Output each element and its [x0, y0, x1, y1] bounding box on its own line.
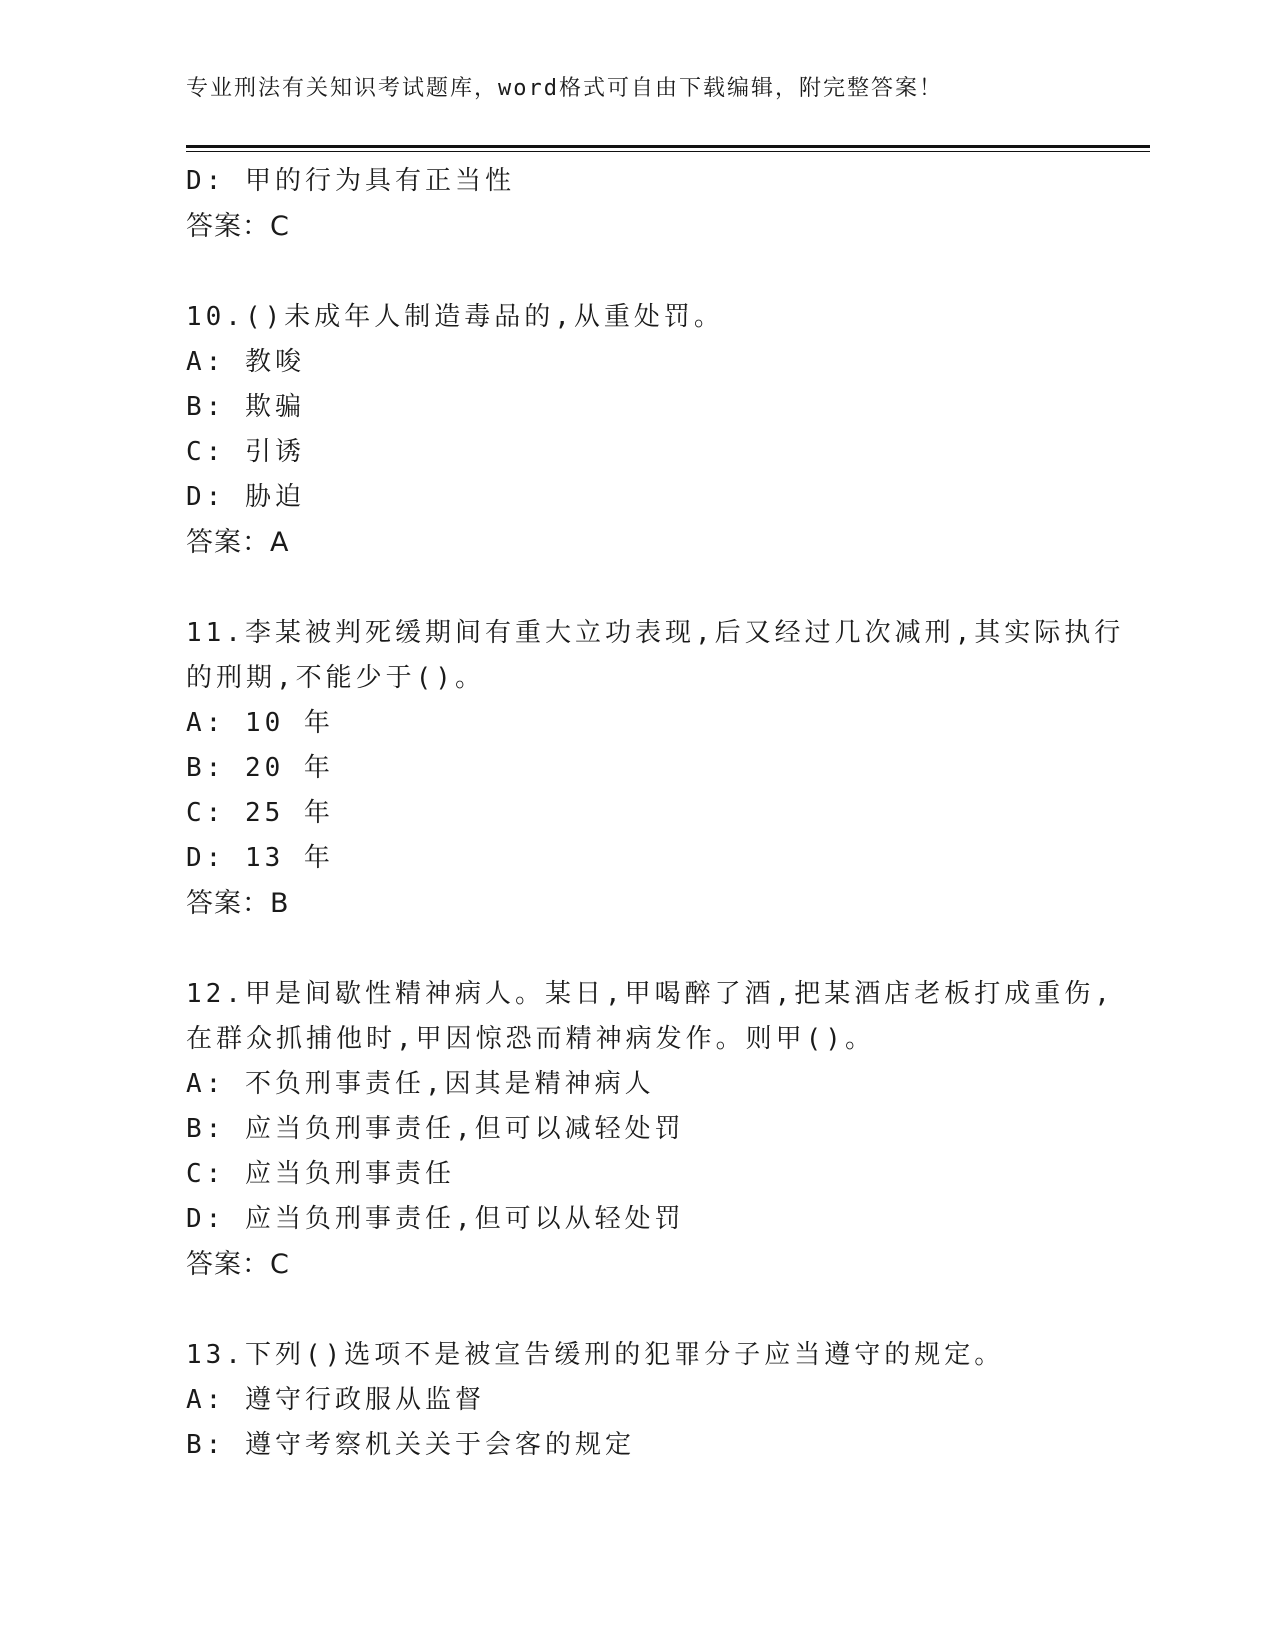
- option-a: A: 遵守行政服从监督: [186, 1385, 485, 1415]
- option-d: D: 胁迫: [186, 482, 305, 512]
- answer-line: 答案：C: [186, 211, 290, 242]
- header-rule-thick: [186, 145, 1150, 148]
- option-a: A: 10 年: [186, 708, 334, 738]
- option-c: C: 引诱: [186, 437, 305, 467]
- option-c: C: 25 年: [186, 798, 334, 828]
- question-list: [186, 159, 1125, 1468]
- question-stem-cont: 在群众抓捕他时,甲因惊恐而精神病发作。则甲()。: [186, 1024, 875, 1054]
- option-d: D: 应当负刑事责任,但可以从轻处罚: [186, 1204, 685, 1234]
- option-a: A: 不负刑事责任,因其是精神病人: [186, 1069, 655, 1099]
- option-b: B: 遵守考察机关关于会客的规定: [186, 1430, 635, 1460]
- question-stem: 12.甲是间歇性精神病人。某日,甲喝醉了酒,把某酒店老板打成重伤,: [186, 979, 1114, 1009]
- option-b: B: 欺骗: [186, 392, 305, 422]
- option-a: A: 教唆: [186, 347, 305, 377]
- page-header: 专业刑法有关知识考试题库，word格式可自由下载编辑，附完整答案！: [186, 76, 943, 101]
- question-11: [186, 611, 1125, 926]
- question-stem: 13.下列()选项不是被宣告缓刑的犯罪分子应当遵守的规定。: [186, 1340, 1005, 1370]
- option-d: D: 13 年: [186, 843, 334, 873]
- question-10: [186, 295, 1086, 565]
- option-b: B: 20 年: [186, 753, 334, 783]
- answer-line: 答案：C: [186, 1249, 290, 1280]
- answer-line: 答案：B: [186, 888, 290, 919]
- option-c: C: 应当负刑事责任: [186, 1159, 455, 1189]
- question-stem: 11.李某被判死缓期间有重大立功表现,后又经过几次减刑,其实际执行: [186, 618, 1125, 648]
- question-stem: 10.()未成年人制造毒品的,从重处罚。: [186, 302, 724, 332]
- answer-line: 答案：A: [186, 527, 290, 558]
- question-13: [186, 1333, 1086, 1468]
- question-stem-cont: 的刑期,不能少于()。: [186, 663, 485, 693]
- header-rule-thin: [186, 151, 1150, 152]
- question-12: [186, 972, 1114, 1287]
- option-b: B: 应当负刑事责任,但可以减轻处罚: [186, 1114, 685, 1144]
- option-d: D: 甲的行为具有正当性: [186, 166, 515, 196]
